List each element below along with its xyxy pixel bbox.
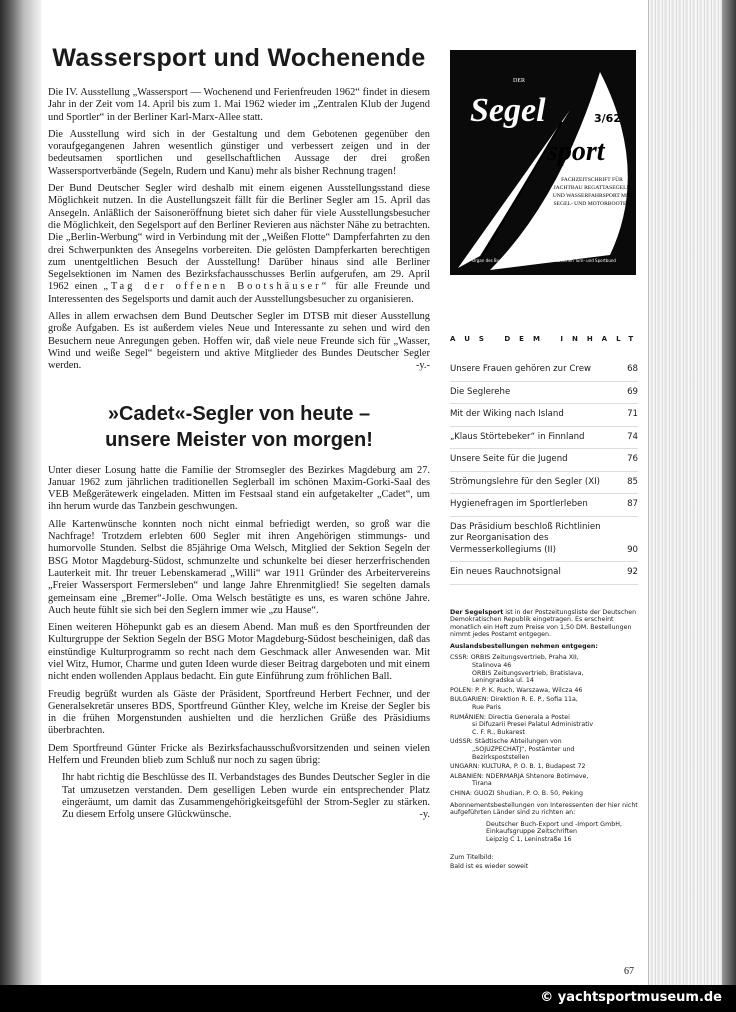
- entry-country: UdSSR:: [450, 738, 473, 746]
- address-line: Einkaufsgruppe Zeitschriften: [486, 828, 577, 836]
- entry-line: [450, 721, 638, 729]
- toc-title: Die Seglerehe: [450, 386, 511, 397]
- entry-country: BULGARIEN:: [450, 696, 489, 704]
- entry-text: GUOZI Shudian, P. O. B. 50, Peking: [474, 789, 583, 797]
- cover-der: DER: [513, 78, 525, 84]
- page-stack-edge: [648, 0, 736, 985]
- foreign-order-entry: [450, 763, 638, 771]
- toc-item: [450, 472, 638, 495]
- entry-country: UNGARN:: [450, 763, 480, 771]
- cover-logo-segel: Segel: [470, 92, 546, 129]
- toc-item: [450, 494, 638, 517]
- magazine-cover-image: [450, 50, 636, 275]
- entry-text: Direktion R. E. P., Sofia 11a,: [490, 696, 578, 704]
- sail-illustration: [450, 50, 636, 275]
- toc-item: [450, 359, 638, 382]
- article1-emphasis: „Tag der offenen Bootshäuser“: [103, 281, 330, 293]
- article2-paragraph: Dem Sportfreund Günter Fricke als Bezirksfachausschußvorsitzenden und seinen vielen Helfern und Freunden blieb zum Schluß nur noch zu sagen übrig:: [48, 742, 430, 767]
- entry-country: CSSR:: [450, 654, 469, 662]
- toc-item: [450, 562, 638, 585]
- article2-title: [48, 401, 430, 453]
- article1-paragraph: Die Ausstellung wird sich in der Gestaltung und dem Gebotenen gegenüber den voraufgegangenen Jahren wesentlich günstiger und verbessert zeigen und in der bedeutsamen sportlichen und gesellschaftlichen Aussage der drei großen Wassersportverbände (Segeln, Rudern und Kanu) mehr als bisher Rechnung tragen!: [48, 128, 430, 177]
- toc-item: [450, 404, 638, 427]
- foreign-order-entry: [450, 714, 638, 737]
- article1-signature: -y.-: [415, 360, 430, 372]
- entry-line: [450, 704, 638, 712]
- article1-text: Alles in allem erwachsen dem Bund Deutscher Segler im DTSB mit dieser Ausstellung große Aufgaben. Es ist außerdem vieles Neue und Interessante zu sehen und wird den Besuchern neue Anregungen geben. Hoffen wir, daß viele neue Freunde sich für „Wasser, Wind und weiße Segel“ begeistern und aktive Mitglieder des Bundes Deutscher Segler werden.: [48, 311, 430, 372]
- watermark-bar: [0, 985, 736, 1012]
- entry-text: ORBIS Zeitungsvertrieb, Praha XII,: [470, 654, 579, 662]
- quote-text: Ihr habt richtig die Beschlüsse des II. Verbandstages des Bundes Deutscher Segler in die Tat umzusetzen verstanden. Dem geselligen Leben wurde ein entsprechender Platz eingeräumt, um damit das Zusammengehörigkeitsgefühl der Strom-Segler zu stärken. Zu diesem Erfolg unsere Glückwünsche.: [62, 772, 430, 821]
- toc-title: Hygienefragen im Sportlerleben: [450, 499, 588, 509]
- entry-country: ALBANIEN:: [450, 772, 484, 780]
- cover-subtitle: FACHZEITSCHRIFT FÜR JACHTBAU REGATTASEGELN UND WASSERFAHRSPORT MIT SEGEL- UND MOTORBOOTEN: [552, 177, 632, 207]
- entry-text: Städtische Abteilungen von: [474, 738, 562, 746]
- table-of-contents: [450, 359, 638, 585]
- entry-line: [450, 714, 638, 722]
- toc-title: Das Präsidium beschloß Richtlinien zur Reorganisation des Vermesserkollegiums (II): [450, 521, 601, 555]
- entry-text: ORBIS Zeitungsvertrieb, Bratislava,: [472, 669, 584, 677]
- entry-line: [450, 746, 638, 754]
- toc-page: 85: [627, 476, 638, 487]
- article1-text: für alle Freunde und Interessenten des Segelsports und damit auch der Ausstellungsbesucher zu organisieren.: [48, 281, 430, 305]
- toc-item: [450, 427, 638, 450]
- article2-signature: -y.: [419, 809, 430, 821]
- toc-page: 71: [627, 409, 638, 419]
- article2-paragraph: Alle Kartenwünsche konnten noch nicht einmal befriedigt werden, so groß war die Nachfrage! Trotzdem erlebten 600 Segler mit ihren Angehörigen stimmungs- und humorvolle Stunden. Selbst die 85jährige Oma Welsch, Mitglied der Sektion Segeln der BSG Motor Magdeburg-Südost, schmunzelte und schunkelte bei dieser herzerfrischenden Lauterkeit mit. Ihr treuer Lebenskamerad „Willi“ war 1911 Gründer des Arbeitervereins „Freier Wassersport Fermersleben“ und lange Jahre Ehrenmitglied! Sie segelten damals gemeinsam eine „Bremer“-Jolle. Oma Welsch bestätigte es uns, es waren schöne Jahre. Auch heute fühlt sie sich bei den Seglern immer wie „zu Hause“.: [48, 518, 430, 616]
- article2-title-line: unsere Meister von morgen!: [105, 428, 373, 451]
- article2-paragraph: Unter dieser Losung hatte die Familie der Stromsegler des Bezirkes Magdeburg am 27. Januar 1962 zum jährlichen traditionellen Seglerball im schönen Maxim-Gorki-Saal des VEB Meßgerätewerk eingeladen. Mitten im Festsaal stand ein aufgetakelter „Cadet“, um ihn herum wurde das Tanzbein geschwungen.: [48, 464, 430, 513]
- entry-line: [450, 687, 638, 695]
- article1-text: Der Bund Deutscher Segler wird deshalb mit einem eigenen Ausstellungsstand diese Möglichkeit nutzen. In die Austellungszeit fällt für die Berliner Segler am 15. April das Ansegeln. Anläßlich der Saisoneröffnung bietet sich daher für viele Ausstellungsbesucher die Möglichkeit, den Segelsport auf den Berliner Revieren aus nächster Nähe zu betrachten. Die „Berlin-Werbung“ wird in Verbindung mit der „Weißen Flotte“ Dampferfahrten zu den drei Schwerpunkten des Ansegelns vorbereiten. Die gelösten Dampferkarten berechtigen zum unentgeltlichen Besuch der Ausstellung! Darüber hinaus sind alle Berliner Segelsektionen im Namen des Bezirksfachausschusses Berlin aufgerufen, am 29. April 1962 einen: [48, 183, 431, 293]
- article2-quote: [48, 772, 430, 821]
- toc-page: 68: [627, 364, 638, 374]
- foreign-order-entry: [450, 696, 638, 711]
- article2-paragraph: Freudig begrüßt wurden als Gäste der Präsident, Sportfreund Herbert Fechner, und der Generalsekretär unseres BDS, Sportfreund Günther Kley, welche im Kreise der Segler bis in die frühen Morgenstunden aushielten und die herzlichen Grüße des Präsidiums überbrachten.: [48, 688, 430, 737]
- toc-page: 92: [627, 567, 638, 577]
- foreign-orders-list: [450, 654, 638, 797]
- entry-text: Bezirkspoststellen: [472, 753, 530, 761]
- foreign-heading-text: Auslandsbestellungen nehmen entgegen:: [450, 642, 598, 650]
- foreign-order-entry: [450, 790, 638, 798]
- page-number: 67: [624, 966, 634, 977]
- entry-line: [450, 790, 638, 798]
- address: [450, 821, 638, 844]
- entry-text: Leningradska ul. 14: [472, 677, 534, 685]
- foreign-order-entry: [450, 773, 638, 788]
- article1-paragraph: Die IV. Ausstellung „Wassersport — Wochenend und Ferienfreuden 1962“ findet in diesem Jahr in der Zeit vom 14. April bis zum 1. Mai 1962 wieder im „Zentralen Klub der Jugend und Sportler“ in der Berliner Karl-Marx-Allee statt.: [48, 87, 430, 123]
- info-lead: [450, 609, 638, 639]
- toc-heading: AUS DEM INHALT: [450, 335, 643, 343]
- entry-text: si Difuzarii Presei Palatul Administrativ: [472, 721, 594, 729]
- entry-text: NDERMARJA Shtenore Botimeve,: [485, 772, 589, 780]
- info-lead-bold: Der Segelsport: [450, 608, 504, 616]
- foreign-order-entry: [450, 738, 638, 761]
- entry-line: [450, 670, 638, 678]
- subscription-note: Abonnementsbestellungen von Interessenten der hier nicht aufgeführten Länder sind zu richten an:: [450, 801, 638, 817]
- entry-line: [450, 763, 638, 771]
- publication-info: [450, 609, 638, 871]
- toc-page: 87: [627, 499, 638, 509]
- toc-page: 90: [627, 544, 638, 555]
- entry-line: [450, 780, 638, 788]
- address-line: Leipzig C 1, Leninstraße 16: [486, 835, 572, 843]
- entry-country: RUMÄNIEN:: [450, 713, 487, 721]
- foreign-heading: [450, 643, 638, 651]
- address-line: Deutscher Buch-Export und -Import GmbH,: [486, 820, 622, 828]
- info-lead-text: ist in der Postzeitungsliste der Deutschen Demokratischen Republik eingetragen. Es erscheint monatlich ein Heft zum Preise von 1,50 DM. Bestellungen nimmt jedes Postamt entgegen.: [450, 608, 637, 639]
- entry-country: CHINA:: [450, 789, 473, 797]
- entry-line: [450, 729, 638, 737]
- cover-caption: Bald ist es wieder soweit: [450, 863, 529, 871]
- entry-line: [450, 738, 638, 746]
- entry-text: Directia Generala a Postei: [488, 713, 570, 721]
- toc-page: 76: [627, 454, 638, 464]
- entry-line: [450, 654, 638, 662]
- article2-paragraph: Einen weiteren Höhepunkt gab es an diesem Abend. Man muß es den Sportfreunden der Kulturgruppe der Sektion Segeln der BSG Motor Magdeburg-Südost bescheinigen, daß das einstündige Kulturprogramm so recht nach dem Geschmack aller Anwesenden war. Mit viel Witz, Humor, Charme und guten Ideen wurde dieser Beitrag dargeboten und mit einem nicht enden wollenden Applaus bedacht. Ein gute Einführung zum fröhlichen Ball.: [48, 622, 430, 683]
- toc-title: Unsere Seite für die Jugend: [450, 454, 568, 464]
- entry-text: C. F. R., Bukarest: [472, 728, 525, 736]
- entry-line: [450, 696, 638, 704]
- toc-title: Ein neues Rauchnotsignal: [450, 567, 561, 577]
- toc-page: 69: [627, 386, 638, 397]
- entry-country: POLEN:: [450, 686, 474, 694]
- toc-item: [450, 449, 638, 472]
- left-column: [48, 40, 430, 827]
- watermark-text: © yachtsportmuseum.de: [540, 990, 722, 1005]
- cover-issue: 3/62: [594, 112, 621, 125]
- entry-line: [450, 754, 638, 762]
- toc-title: Strömungslehre für den Segler (XI): [450, 476, 601, 487]
- cover-logo-sport: sport: [547, 136, 605, 167]
- entry-text: KULTURA, P. O. B. 1, Budapest 72: [481, 763, 586, 771]
- foreign-order-entry: [450, 654, 638, 684]
- article1-title: Wassersport und Wochenende: [52, 44, 426, 72]
- toc-title: Unsere Frauen gehören zur Crew: [450, 364, 592, 374]
- entry-line: [450, 677, 638, 685]
- toc-title: „Klaus Störtebeker“ in Finnland: [450, 431, 585, 442]
- toc-title: Mit der Wiking nach Island: [450, 409, 564, 419]
- entry-line: [450, 662, 638, 670]
- toc-item: [450, 382, 638, 405]
- toc-item: [450, 517, 638, 563]
- entry-text: P. P. K. Ruch, Warszawa, Wilcza 46: [475, 686, 583, 694]
- right-column: [450, 50, 643, 871]
- entry-text: Stalinova 46: [472, 662, 512, 670]
- article2-title-line: »Cadet«-Segler von heute –: [107, 402, 371, 425]
- entry-line: [450, 773, 638, 781]
- foreign-order-entry: [450, 687, 638, 695]
- entry-text: Rue Paris: [472, 704, 501, 712]
- book-gutter-shadow: [0, 0, 42, 985]
- cover-organ: Organ des Bundes Deutscher Segler im Deutschen Turn- und Sportbund: [472, 258, 616, 263]
- toc-page: 74: [627, 431, 638, 442]
- entry-text: Tirana: [472, 780, 492, 788]
- article1-paragraph: [48, 183, 430, 306]
- article1-paragraph: [48, 311, 430, 372]
- cover-label: Zum Titelbild:: [450, 853, 494, 861]
- entry-text: „SOJUZPECHATJ“, Postämter und: [472, 746, 575, 753]
